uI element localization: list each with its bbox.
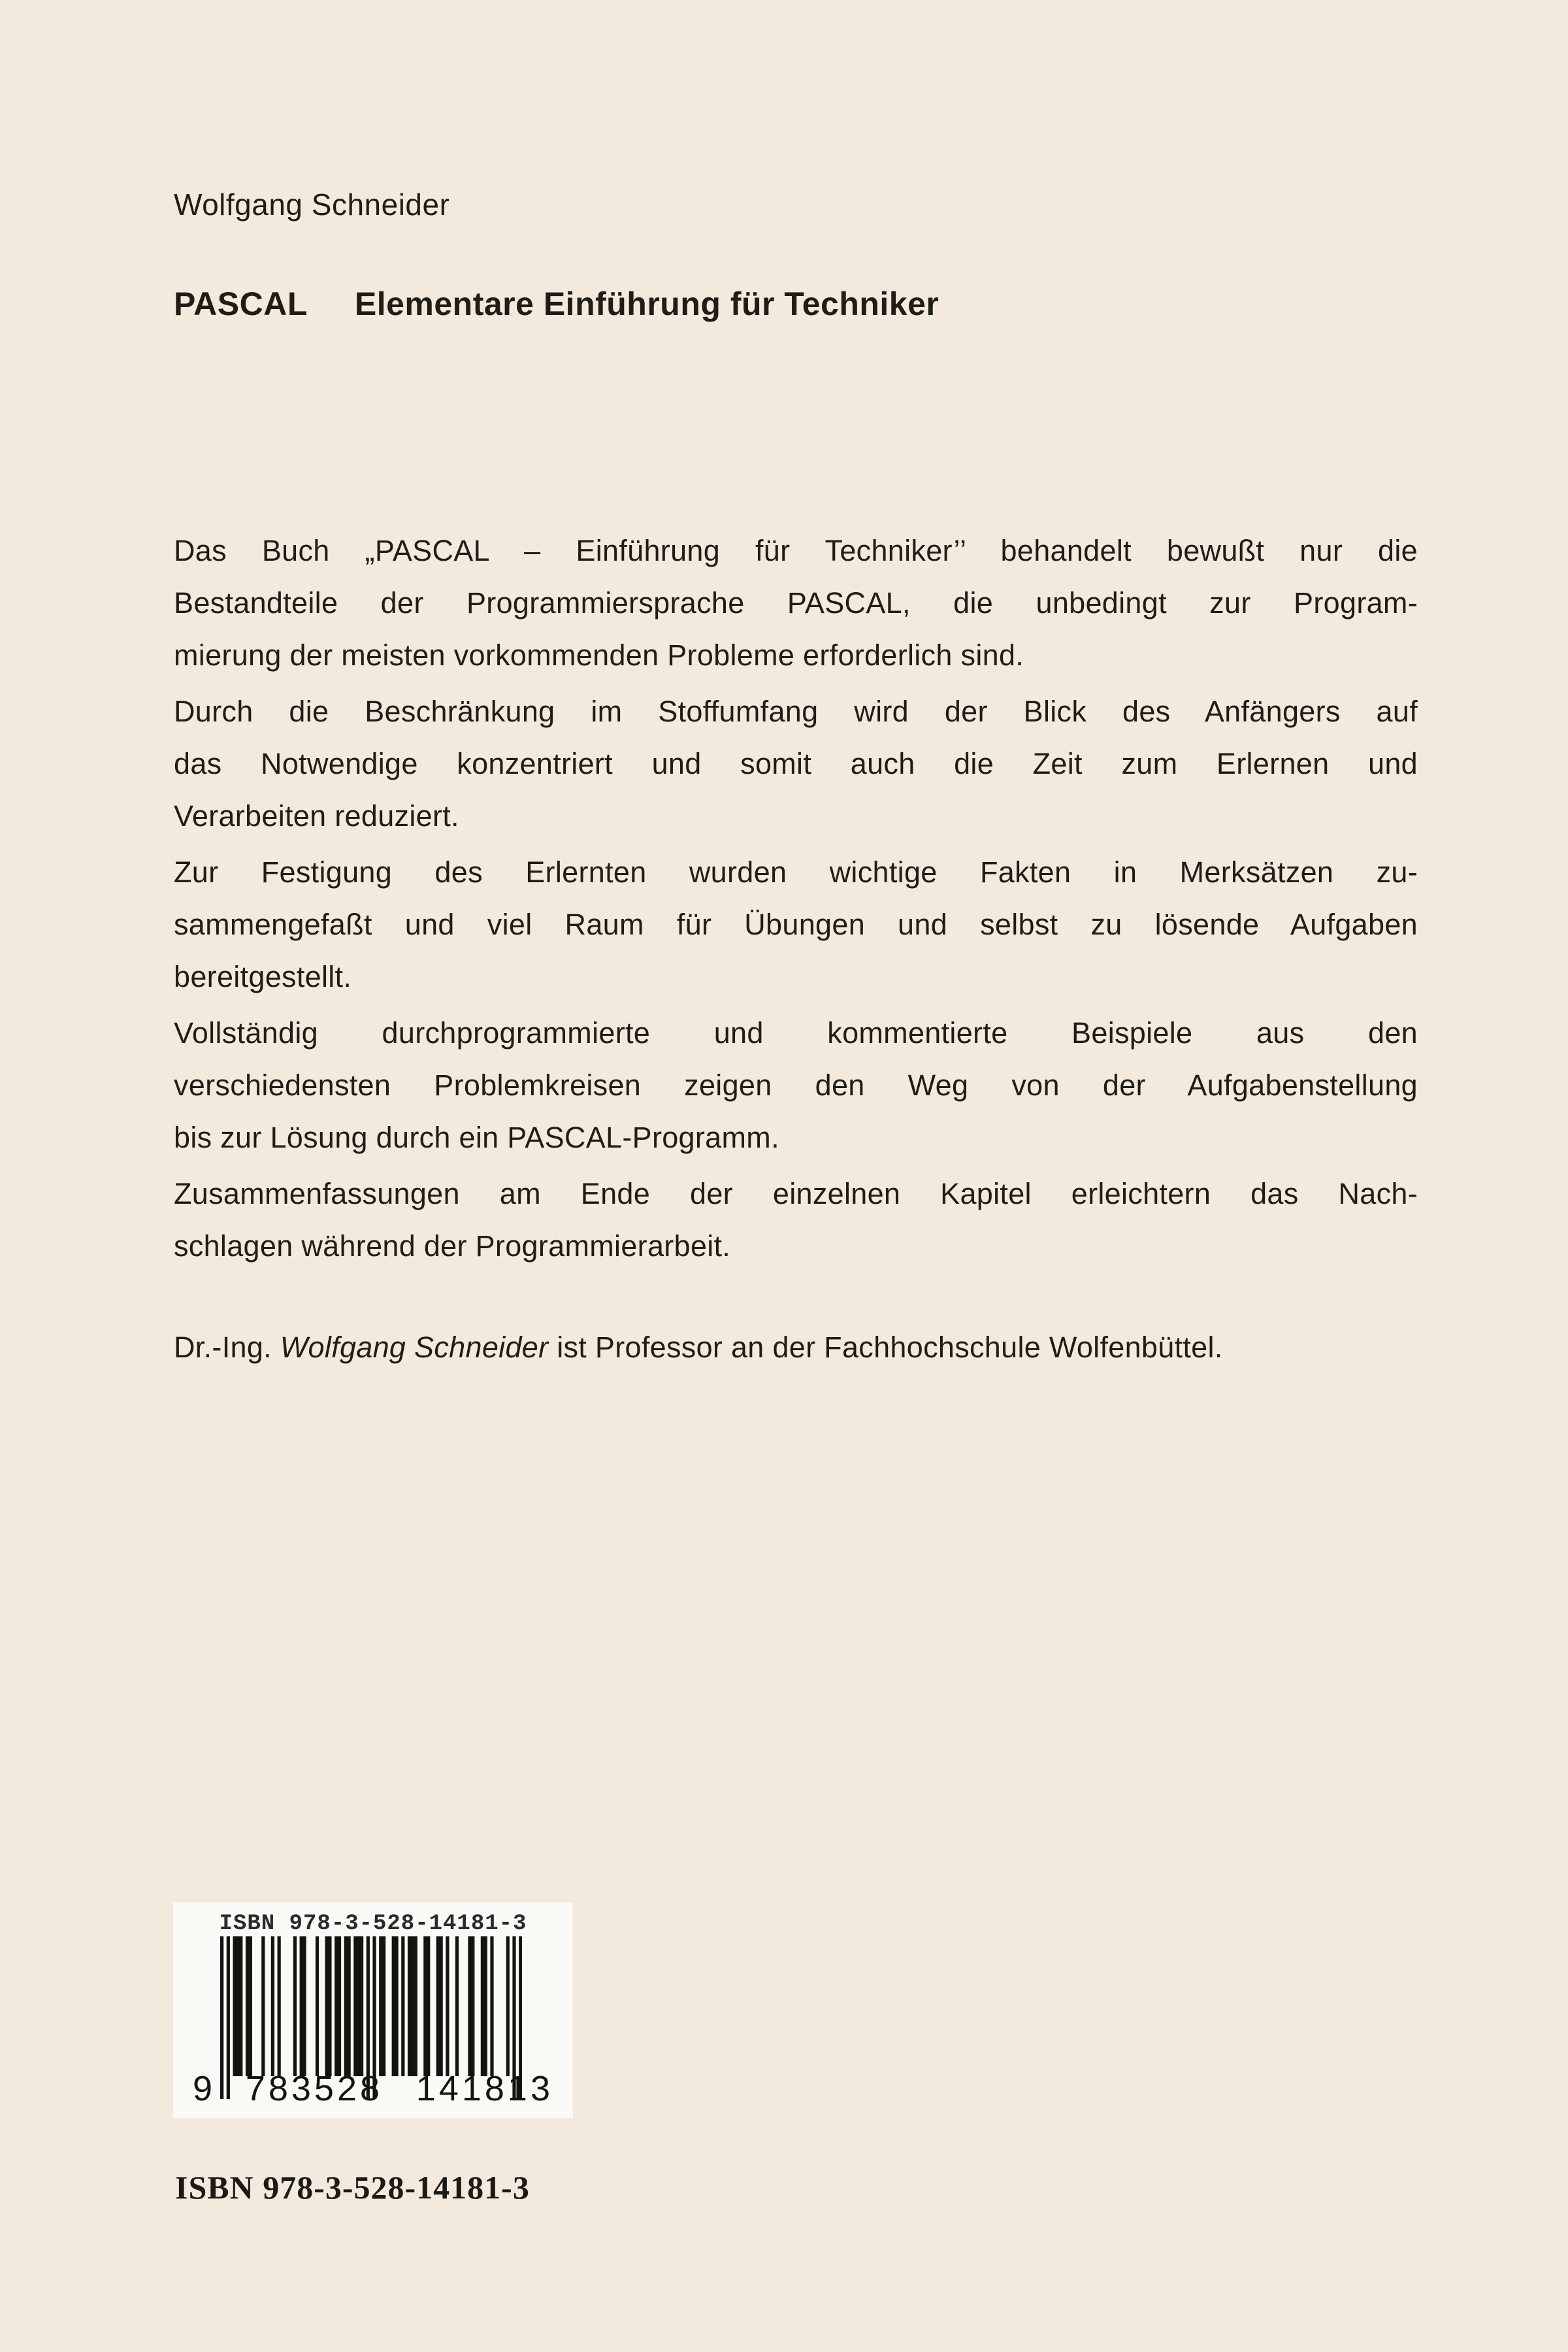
blurb-paragraph (174, 525, 1418, 682)
blurb-line: mierung der meisten vorkommenden Probleme erforderlich sind. (174, 638, 1024, 672)
blurb-paragraph (174, 686, 1418, 842)
blurb-line: Bestandteile der Programmiersprache PASCAL, die unbedingt zur Program- (174, 586, 1418, 620)
blurb-line: Verarbeiten reduziert. (174, 799, 459, 833)
barcode-digits (193, 2071, 553, 2106)
title-subtitle: Elementare Einführung für Techniker (354, 286, 939, 322)
author-bio (174, 1321, 1448, 1374)
barcode-digit-group-left: 783528 (245, 2069, 384, 2108)
blurb-line: Durch die Beschränkung im Stoffumfang wird der Blick des Anfängers auf (174, 695, 1418, 728)
blurb-text (174, 525, 1418, 1276)
blurb-line: das Notwendige konzentriert und somit auch die Zeit zum Erlernen und (174, 747, 1418, 780)
blurb-line: Das Buch „PASCAL – Einführung für Techniker’’ behandelt bewußt nur die (174, 534, 1418, 567)
bio-prefix: Dr.-Ing. (174, 1331, 280, 1364)
isbn-text: ISBN 978-3-528-14181-3 (175, 2169, 530, 2206)
blurb-paragraph (174, 1168, 1418, 1272)
bio-suffix: ist Professor an der Fachhochschule Wolfenbüttel. (548, 1331, 1223, 1364)
barcode-block (173, 1902, 573, 2118)
blurb-line: bereitgestellt. (174, 960, 352, 993)
bio-author-name: Wolfgang Schneider (280, 1331, 549, 1364)
blurb-line: sammengefaßt und viel Raum für Übungen und selbst zu lösende Aufgaben (174, 908, 1418, 941)
blurb-line: Zur Festigung des Erlernten wurden wichtige Fakten in Merksätzen zu- (174, 855, 1418, 889)
author-name: Wolfgang Schneider (174, 188, 450, 222)
barcode-isbn-label: ISBN 978-3-528-14181-3 (219, 1912, 527, 1936)
blurb-line: Vollständig durchprogrammierte und kommentierte Beispiele aus den (174, 1016, 1418, 1050)
barcode-digit-group-right: 141813 (416, 2069, 553, 2108)
blurb-line: Zusammenfassungen am Ende der einzelnen Kapitel erleichtern das Nach- (174, 1177, 1418, 1210)
book-title (174, 288, 939, 320)
blurb-paragraph (174, 1007, 1418, 1164)
barcode-digit-first: 9 (193, 2069, 213, 2108)
blurb-paragraph (174, 846, 1418, 1003)
blurb-line: schlagen während der Programmierarbeit. (174, 1229, 731, 1263)
blurb-line: verschiedensten Problemkreisen zeigen den Weg von der Aufgabenstellung (174, 1068, 1418, 1102)
blurb-line: bis zur Lösung durch ein PASCAL-Programm. (174, 1121, 779, 1154)
title-main: PASCAL (174, 286, 308, 322)
